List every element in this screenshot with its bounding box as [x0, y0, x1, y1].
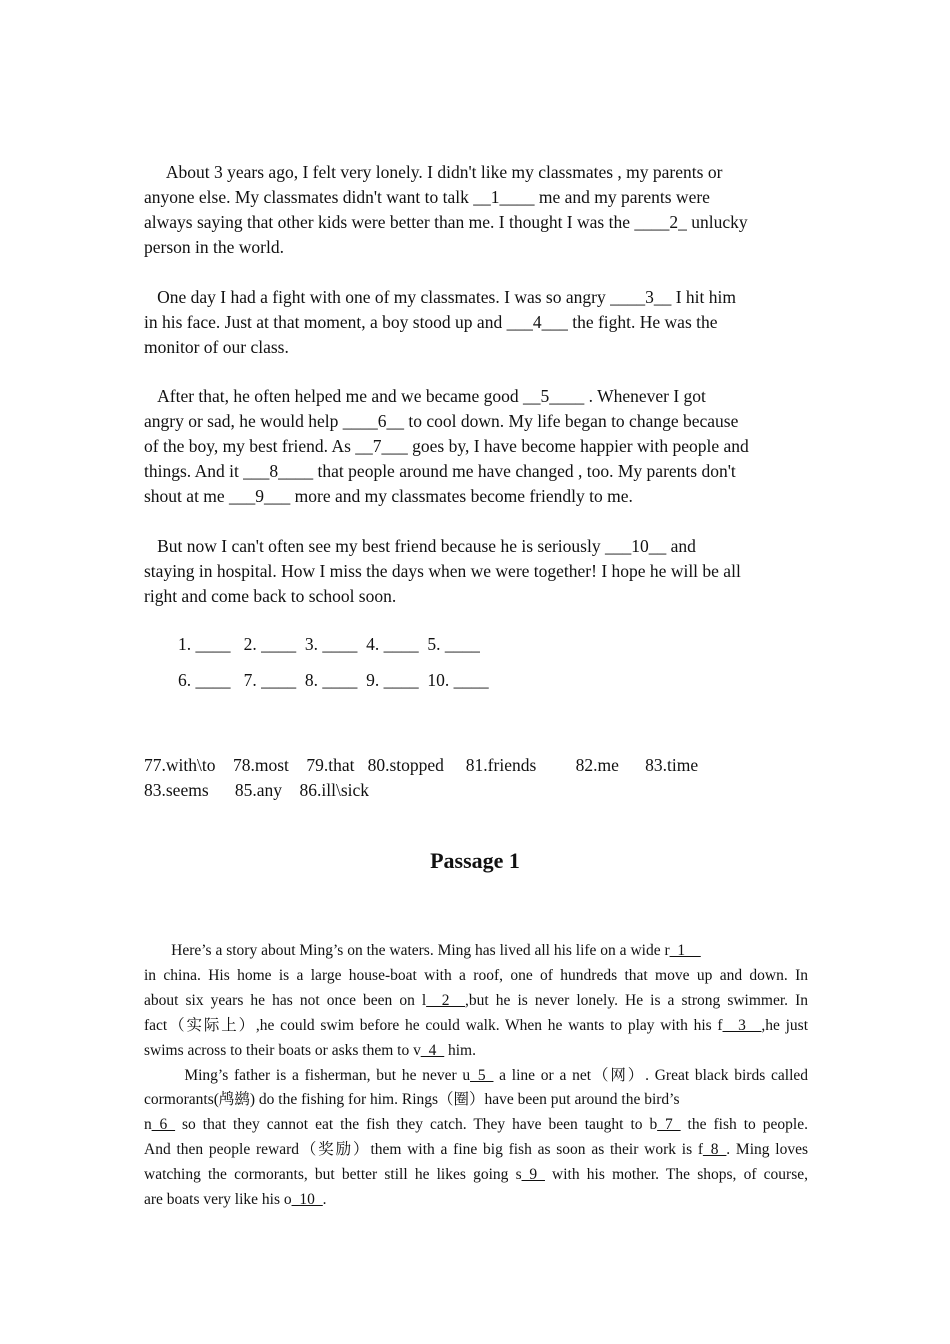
text-segment: him.: [444, 1041, 476, 1059]
text-segment: with his mother. The shops, of course,: [544, 1166, 808, 1184]
blank-2: __2__: [426, 991, 465, 1009]
text-line: of the boy, my best friend. As __7___ goes by, I have become happier with people and: [144, 436, 749, 456]
text-line: [144, 1039, 808, 1064]
text-segment: Here’s a story about Ming’s on the waters. Ming has lived all his life on a wide r: [144, 942, 670, 959]
paragraph-2: [144, 285, 808, 360]
text-segment: fact（实际上）,he could swim before he could walk. When he wants to play with his f: [144, 1016, 723, 1034]
passage-title: Passage 1: [430, 848, 520, 873]
text-line: [144, 1014, 808, 1039]
passage-1-body: [144, 939, 808, 1213]
text-line: About 3 years ago, I felt very lonely. I didn't like my classmates , my parents or: [144, 162, 723, 182]
answer-key-row-1: 77.with\to 78.most 79.that 80.stopped 81.friends 82.me 83.time: [144, 755, 699, 775]
text-line: in china. His home is a large house-boat with a roof, one of hundreds that move up and down. In: [144, 966, 808, 984]
paragraph-3: [144, 384, 808, 509]
text-segment: a line or a net（网）. Great black birds called: [493, 1066, 808, 1084]
blank-10: _10_: [291, 1191, 323, 1209]
blank-3: __3__: [722, 1016, 762, 1034]
text-segment: Ming’s father is a fisherman, but he never u: [144, 1066, 471, 1084]
text-line: cormorants(鸬鹚) do the fishing for him. Rings（圈）have been put around the bird’s: [144, 1091, 680, 1109]
text-line: [144, 1064, 808, 1089]
text-line: monitor of our class.: [144, 337, 289, 357]
text-line: One day I had a fight with one of my classmates. I was so angry ____3__ I hit him: [144, 287, 736, 307]
text-line: shout at me ___9___ more and my classmates become friendly to me.: [144, 486, 633, 506]
text-segment: about six years he has not once been on l: [144, 991, 427, 1009]
answer-blanks-row-2: 6. ____ 7. ____ 8. ____ 9. ____ 10. ____: [178, 670, 489, 690]
text-segment: ,but he is never lonely. He is a strong swimmer. In: [465, 991, 808, 1009]
answer-blanks-row-1: 1. ____ 2. ____ 3. ____ 4. ____ 5. ____: [178, 634, 480, 654]
text-segment: swims across to their boats or asks them to v: [144, 1041, 421, 1059]
text-line: angry or sad, he would help ____6__ to cool down. My life began to change because: [144, 411, 739, 431]
text-line: [144, 1113, 808, 1138]
blank-4: _4_: [420, 1041, 445, 1059]
text-line: staying in hospital. How I miss the days when we were together! I hope he will be all: [144, 561, 741, 581]
blank-5: _5_: [470, 1066, 494, 1084]
blank-9: _9_: [521, 1166, 545, 1184]
text-segment: . Ming loves: [726, 1141, 809, 1159]
text-line: in his face. Just at that moment, a boy stood up and ___4___ the fight. He was the: [144, 312, 718, 332]
text-line: [144, 1188, 808, 1213]
paragraph-4: [144, 534, 808, 609]
text-line: But now I can't often see my best friend because he is seriously ___10__ and: [144, 536, 696, 556]
text-line: always saying that other kids were better than me. I thought I was the ____2_ unlucky: [144, 212, 748, 232]
text-line: things. And it ___8____ that people around me have changed , too. My parents don't: [144, 461, 736, 481]
text-line: [144, 989, 808, 1014]
text-segment: n: [144, 1116, 152, 1134]
text-line: person in the world.: [144, 237, 284, 257]
text-line: right and come back to school soon.: [144, 586, 397, 606]
blank-7: _7_: [657, 1116, 681, 1134]
text-line: [144, 1163, 808, 1188]
blank-6: _6_: [151, 1116, 175, 1134]
paragraph-1: [144, 160, 808, 260]
text-segment: ,he just: [761, 1016, 809, 1034]
text-segment: watching the cormorants, but better still he likes going s: [144, 1166, 522, 1184]
blank-8: _8_: [703, 1141, 727, 1159]
text-segment: And then people reward（奖励）them with a fine big fish as soon as their work is f: [144, 1141, 704, 1159]
text-segment: the fish to people.: [680, 1116, 808, 1134]
answer-key-row-2: 83.seems 85.any 86.ill\sick: [144, 780, 370, 800]
text-line: [144, 939, 808, 964]
text-segment: are boats very like his o: [144, 1191, 292, 1209]
text-line: [144, 1138, 808, 1163]
text-line: anyone else. My classmates didn't want to talk __1____ me and my parents were: [144, 187, 710, 207]
blank-1: _1__: [669, 942, 701, 959]
text-segment: so that they cannot eat the fish they catch. They have been taught to b: [175, 1116, 658, 1134]
text-segment: .: [322, 1191, 327, 1209]
text-line: After that, he often helped me and we became good __5____ . Whenever I got: [144, 386, 706, 406]
